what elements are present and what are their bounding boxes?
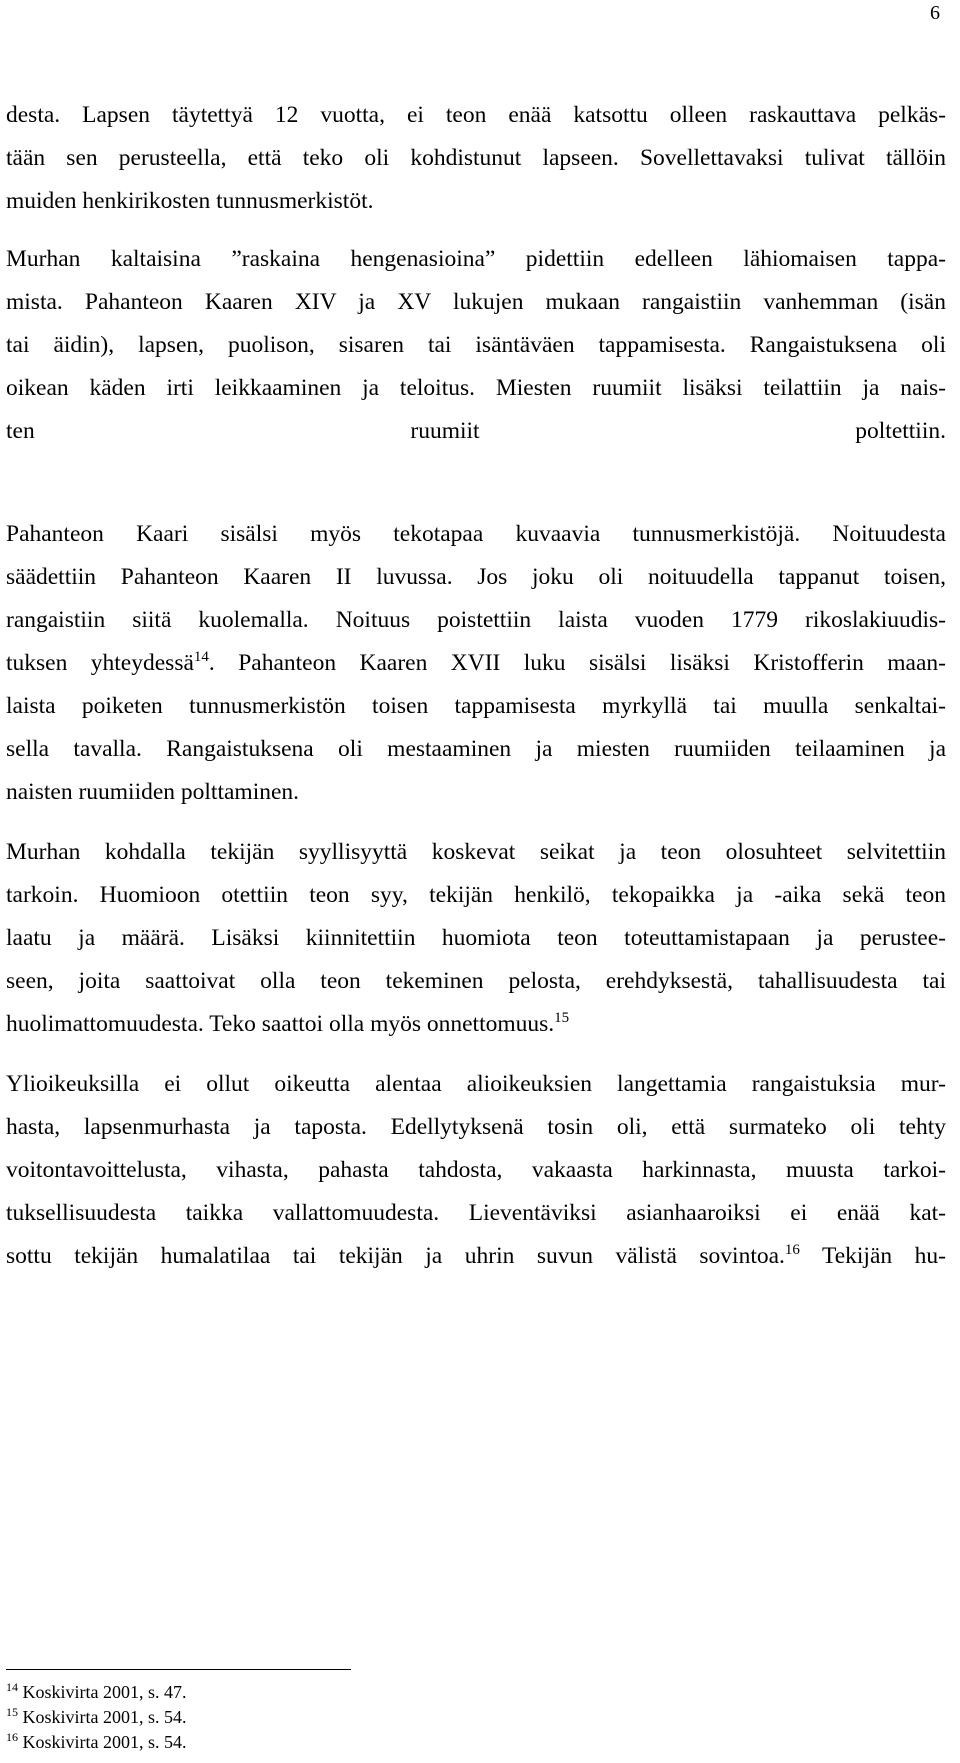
footnote-text: Koskivirta 2001, s. 54. [18,1732,187,1752]
text-line: laatu ja määrä. Lisäksi kiinnitettiin huomiota teon toteuttamistapaan ja perustee- [6,925,946,951]
text-line: Murhan kohdalla tekijän syyllisyyttä koskevat seikat ja teon olosuhteet selvitettiin [6,839,946,865]
text-line: muiden henkirikosten tunnusmerkistöt. [6,188,374,214]
text-line: hasta, lapsenmurhasta ja taposta. Edellytyksenä tosin oli, että surmateko oli tehty [6,1114,946,1140]
footnote-text: Koskivirta 2001, s. 54. [18,1707,187,1727]
text-line: rangaistiin siitä kuolemalla. Noituus poistettiin laista vuoden 1779 rikoslakiuudis- [6,607,946,633]
text-line: ten ruumiit poltettiin. [6,418,946,444]
text-line: Pahanteon Kaari sisälsi myös tekotapaa kuvaavia tunnusmerkistöjä. Noituudesta [6,521,946,547]
text-line: säädettiin Pahanteon Kaaren II luvussa. Jos joku oli noituudella tappanut toisen, [6,564,946,590]
text-line-with-footnote [6,645,946,681]
footnote-ref-15[interactable]: 15 [554,1010,570,1027]
text-line: desta. Lapsen täytettyä 12 vuotta, ei teon enää katsottu olleen raskauttava pelkäs- [6,102,946,128]
text-line: tään sen perusteella, että teko oli kohdistunut lapseen. Sovellettavaksi tulivat tällöin [6,145,946,171]
text-line: oikean käden irti leikkaaminen ja teloitus. Miesten ruumiit lisäksi teilattiin ja nais- [6,375,946,401]
text-line: mista. Pahanteon Kaaren XIV ja XV lukujen mukaan rangaistiin vanhemman (isän [6,289,946,315]
text-line: tai äidin), lapsen, puolison, sisaren tai isäntäväen tappamisesta. Rangaistuksena oli [6,332,946,358]
text-line: tarkoin. Huomioon otettiin teon syy, tekijän henkilö, tekopaikka ja -aika sekä teon [6,882,946,908]
footnote-ref-16[interactable]: 16 [784,1242,800,1259]
text-line: voitontavoittelusta, vihasta, pahasta tahdosta, vakaasta harkinnasta, muusta tarkoi- [6,1157,946,1183]
footnote-number: 15 [6,1705,18,1719]
text-line: sella tavalla. Rangaistuksena oli mestaaminen ja miesten ruumiiden teilaaminen ja [6,736,946,762]
footnote-number: 16 [6,1730,18,1744]
footnote-ref-14[interactable]: 14 [193,649,209,666]
footnote-number: 14 [6,1680,18,1694]
text-segment: Tekijän hu- [799,1243,946,1269]
text-line: Ylioikeuksilla ei ollut oikeutta alentaa alioikeuksien langettamia rangaistuksia mur- [6,1071,946,1097]
text-segment: tuksen yhteydessä [6,650,194,676]
text-segment: sottu tekijän humalatilaa tai tekijän ja uhrin suvun välistä sovintoa. [6,1243,785,1269]
text-segment: . Pahanteon Kaaren XVII luku sisälsi lisäksi Kristofferin maan- [208,650,946,676]
footnote-15 [6,1705,187,1729]
text-line: tuksellisuudesta taikka vallattomuudesta. Lieventäviksi asianhaaroiksi ei enää kat- [6,1200,946,1226]
footnote-16 [6,1730,187,1754]
footnote-separator [6,1669,351,1670]
footnote-14 [6,1680,187,1704]
text-segment: huolimattomuudesta. Teko saattoi olla myös onnettomuus. [6,1011,555,1037]
text-line-with-footnote [6,1238,946,1274]
page-number: 6 [930,2,940,24]
text-line: naisten ruumiiden polttaminen. [6,779,300,805]
footnote-text: Koskivirta 2001, s. 47. [18,1682,187,1702]
text-line: seen, joita saattoivat olla teon tekeminen pelosta, erehdyksestä, tahallisuudesta tai [6,968,946,994]
text-line-with-footnote [6,1006,946,1042]
text-line: laista poiketen tunnusmerkistön toisen tappamisesta myrkyllä tai muulla senkaltai- [6,693,946,719]
text-line: Murhan kaltaisina ”raskaina hengenasioina” pidettiin edelleen lähiomaisen tappa- [6,246,946,272]
